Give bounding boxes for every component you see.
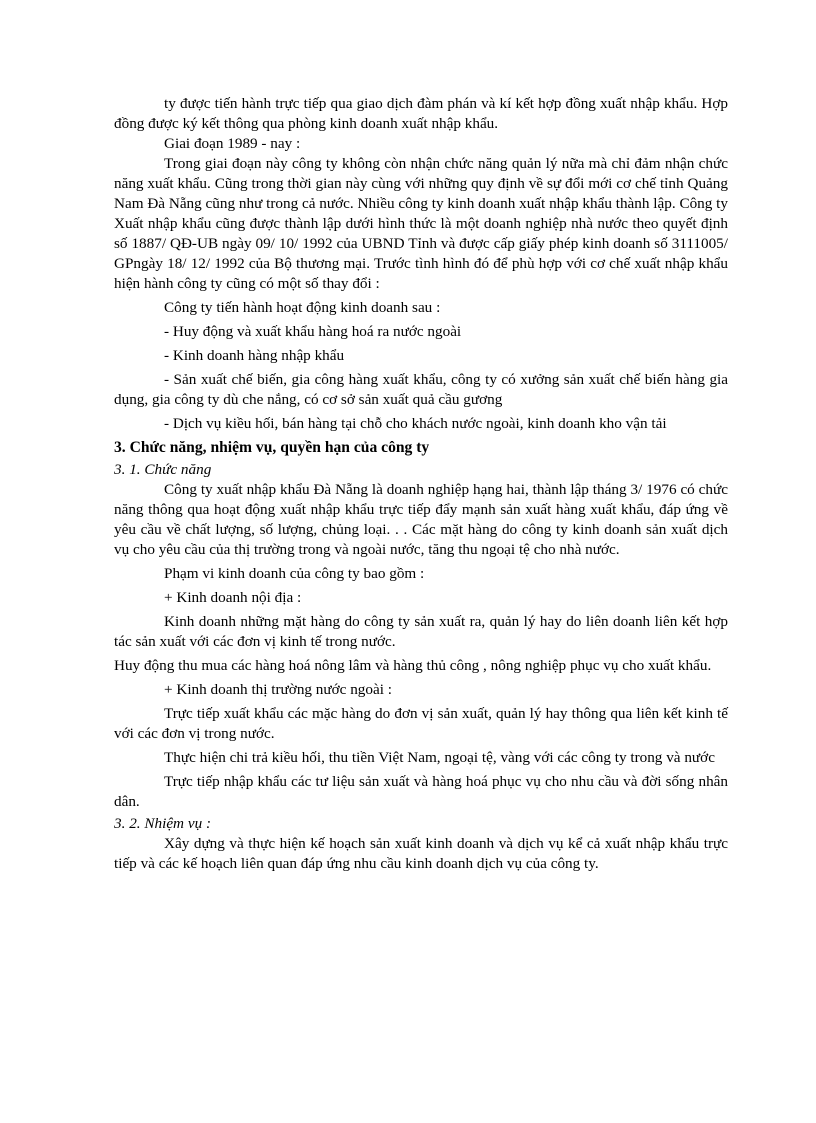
list-item: - Kinh doanh hàng nhập khẩu bbox=[164, 347, 345, 364]
paragraph: + Kinh doanh nội địa : bbox=[164, 589, 302, 606]
paragraph: Giai đoạn 1989 - nay : bbox=[164, 135, 301, 152]
document-body bbox=[114, 94, 728, 874]
subsection-heading: 3. 1. Chức năng bbox=[114, 461, 212, 478]
paragraph: Công ty tiến hành hoạt động kinh doanh sau : bbox=[164, 299, 441, 316]
paragraph: Phạm vi kinh doanh của công ty bao gồm : bbox=[164, 565, 425, 582]
paragraph: Xây dựng và thực hiện kế hoạch sản xuất kinh doanh và dịch vụ kể cả xuất nhập khẩu trực tiếp và các kế hoạch liên quan đáp ứng nhu cầu kinh doanh dịch vụ của công ty. bbox=[114, 835, 728, 872]
paragraph: Công ty xuất nhập khẩu Đà Nẵng là doanh nghiệp hạng hai, thành lập tháng 3/ 1976 có chức năng thông qua hoạt động xuất nhập khẩu trực tiếp đẩy mạnh sản xuất hàng xuất khẩu, đáp ứng về yêu cầu về chất lượng, số lượng, chủng loại. . . Các mặt hàng do công ty kinh doanh sản xuất dịch vụ cho yêu cầu của thị trường trong và ngoài nước, tăng thu ngoại tệ cho nhà nước. bbox=[114, 481, 728, 558]
paragraph: Huy động thu mua các hàng hoá nông lâm và hàng thủ công , nông nghiệp phục vụ cho xuất khẩu. bbox=[114, 657, 712, 674]
section-heading: 3. Chức năng, nhiệm vụ, quyền hạn của công ty bbox=[114, 439, 430, 456]
paragraph: Trong giai đoạn này công ty không còn nhận chức năng quản lý nữa mà chỉ đảm nhận chức năng xuất khẩu. Cũng trong thời gian này cùng với những quy định về sự đổi mới cơ chế tỉnh Quảng Nam Đà Nẵng cũng như trong cả nước. Nhiều công ty kinh doanh xuất nhập khẩu thành lập. Công ty Xuất nhập khẩu cũng được thành lập dưới hình thức là một doanh nghiệp nhà nước theo quyết định số 1887/ QĐ-UB ngày 09/ 10/ 1992 của UBND Tỉnh và được cấp giấy phép kinh doanh số 3111005/ GPngày 18/ 12/ 1992 của Bộ thương mại. Trước tình hình đó để phù hợp với cơ chế xuất nhập khẩu hiện hành công ty cũng có một số thay đổi : bbox=[114, 155, 728, 292]
paragraph: + Kinh doanh thị trường nước ngoài : bbox=[164, 681, 392, 698]
list-item: - Huy động và xuất khẩu hàng hoá ra nước ngoài bbox=[164, 323, 462, 340]
paragraph: ty được tiến hành trực tiếp qua giao dịch đàm phán và kí kết hợp đồng xuất nhập khẩu. Hợp đồng được ký kết thông qua phòng kinh doanh xuất nhập khẩu. bbox=[114, 95, 728, 132]
list-item: - Sản xuất chế biến, gia công hàng xuất khẩu, công ty có xưởng sản xuất chế biến hàng gia dụng, gia công ty dù che nắng, có cơ sở sản xuất quả cầu gương bbox=[114, 371, 728, 408]
paragraph: Thực hiện chi trả kiều hối, thu tiền Việt Nam, ngoại tệ, vàng với các công ty trong và nước bbox=[164, 749, 715, 766]
paragraph: Trực tiếp xuất khẩu các mặc hàng do đơn vị sản xuất, quản lý hay thông qua liên kết kinh tế với các đơn vị trong nước. bbox=[114, 705, 728, 742]
subsection-heading: 3. 2. Nhiệm vụ : bbox=[114, 815, 212, 832]
paragraph: Kinh doanh những mặt hàng do công ty sản xuất ra, quản lý hay do liên doanh liên kết hợp tác sản xuất với các đơn vị kinh tế trong nước. bbox=[114, 613, 728, 650]
paragraph: Trực tiếp nhập khẩu các tư liệu sản xuất và hàng hoá phục vụ cho nhu cầu và đời sống nhân dân. bbox=[114, 773, 728, 810]
list-item: - Dịch vụ kiều hối, bán hàng tại chỗ cho khách nước ngoài, kinh doanh kho vận tải bbox=[164, 415, 667, 432]
